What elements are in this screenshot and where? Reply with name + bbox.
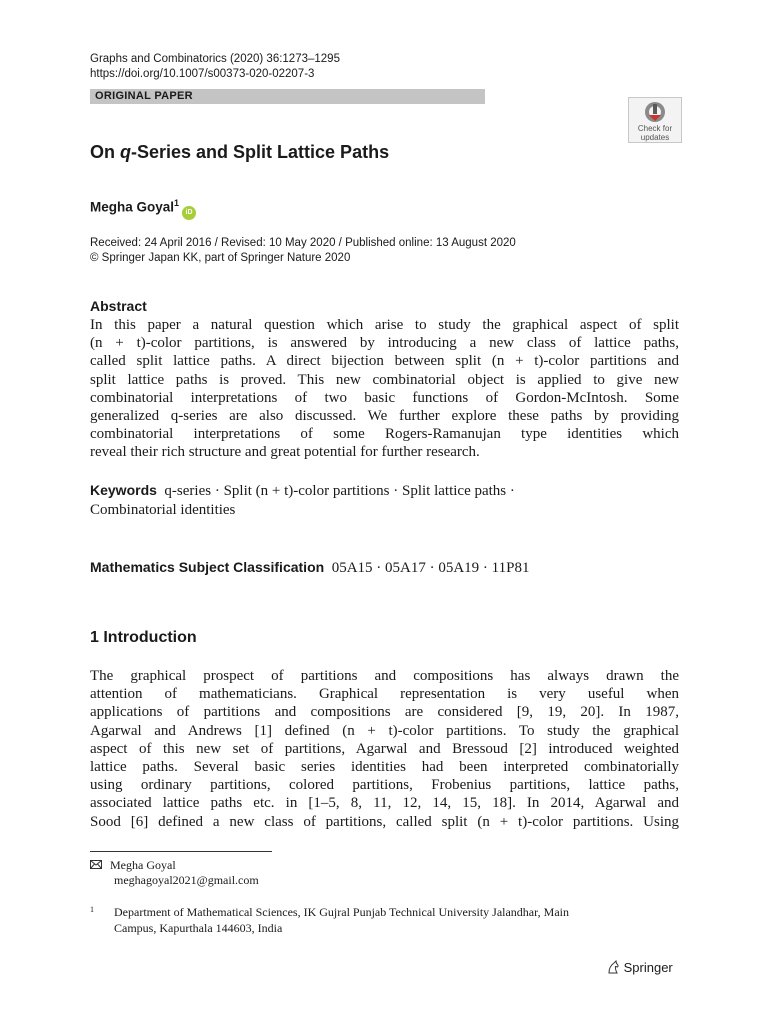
section-heading-introduction: 1 Introduction <box>90 629 197 646</box>
intro-line: aspect of this new set of partitions, Agarwal and Bressoud [2] introduced weighted <box>90 740 679 757</box>
msc-block <box>90 558 529 578</box>
dates-line: Received: 24 April 2016 / Revised: 10 May 2020 / Published online: 13 August 2020 <box>90 237 516 249</box>
author-affil-mark: 1 <box>174 198 180 208</box>
keywords-block <box>90 481 679 520</box>
keywords-label: Keywords <box>90 482 157 498</box>
footnote-author-name: Megha Goyal <box>110 858 176 872</box>
abstract-line: split lattice paths is proved. This new combinatorial object is applied to give new <box>90 371 679 388</box>
abstract-line: In this paper a natural question which arise to study the graphical aspect of split <box>90 317 679 333</box>
intro-line: Sood [6] defined a new class of partitions, called split (n + t)-color partitions. Using <box>90 813 679 830</box>
introduction-body <box>90 667 679 831</box>
intro-line: lattice paths. Several basic series identities had been interpreted combinatorially <box>90 759 679 776</box>
abstract-line: combinatorial interpretations of some Rogers-Ramanujan type identities which <box>90 426 679 443</box>
journal-header <box>90 52 340 82</box>
orcid-icon[interactable]: iD <box>182 206 196 220</box>
publisher-logo <box>606 960 673 976</box>
author-line <box>90 194 196 220</box>
affil-line-2: Campus, Kapurthala 144603, India <box>114 920 283 935</box>
abstract-line: (n + t)-color partitions, is answered by introducing a new class of lattice paths, <box>90 335 679 352</box>
corresponding-author-footnote <box>90 858 259 888</box>
envelope-icon <box>90 858 104 873</box>
keywords-line-2: Combinatorial identities <box>90 502 236 518</box>
badge-label: ORIGINAL PAPER <box>95 90 193 102</box>
article-title: On q-Series and Split Lattice Paths <box>90 142 390 162</box>
publication-dates <box>90 236 516 266</box>
abstract-line: reveal their rich structure and great potential for further research. <box>90 444 480 461</box>
author-name[interactable]: Megha Goyal <box>90 199 175 215</box>
intro-line: attention of mathematicians. Graphical representation is very useful when <box>90 686 679 703</box>
abstract-heading: Abstract <box>90 298 147 314</box>
intro-line: using ordinary partitions, colored partitions, Frobenius partitions, lattice paths, <box>90 777 679 794</box>
springer-horse-icon <box>606 960 620 974</box>
footnote-divider <box>90 851 272 852</box>
abstract-body <box>90 316 679 462</box>
crossmark-label-2: updates <box>640 133 670 142</box>
doi-link[interactable]: https://doi.org/10.1007/s00373-020-02207-3 <box>90 68 315 80</box>
intro-line: Agarwal and Andrews [1] defined (n + t)-color partitions. To study the graphical <box>90 722 679 739</box>
affil-number: 1 <box>90 905 94 914</box>
msc-codes: 05A15 · 05A17 · 05A19 · 11P81 <box>331 560 530 576</box>
publisher-name: Springer <box>623 960 673 975</box>
intro-line: applications of partitions and compositions are considered [9, 19, 20]. In 1987, <box>90 704 679 721</box>
article-type-badge <box>90 89 485 104</box>
abstract-line: combinatorial interpretations of two basic functions of Gordon-McIntosh. Some <box>90 389 679 406</box>
keywords-line-1: q-series · Split (n + t)-color partitions · Split lattice paths · <box>164 483 515 499</box>
msc-label: Mathematics Subject Classification <box>90 559 325 575</box>
intro-line: associated lattice paths etc. in [1–5, 8, 11, 12, 14, 15, 18]. In 2014, Agarwal and <box>90 795 679 812</box>
copyright-line: © Springer Japan KK, part of Springer Nature 2020 <box>90 252 351 264</box>
crossmark-icon <box>644 101 666 123</box>
abstract-line: generalized q-series are also discussed. We further explore these paths by providing <box>90 408 679 425</box>
journal-citation: Graphs and Combinatorics (2020) 36:1273–1295 <box>90 53 340 65</box>
affil-line-1: Department of Mathematical Sciences, IK Gujral Punjab Technical University Jalandhar, Main <box>114 905 569 919</box>
author-email-link[interactable]: meghagoyal2021@gmail.com <box>114 873 259 887</box>
abstract-line: called split lattice paths. A direct bijection between split (n + t)-color partitions and <box>90 353 679 370</box>
intro-line: The graphical prospect of partitions and compositions has always drawn the <box>90 668 679 684</box>
affiliation-footnote <box>90 902 569 936</box>
crossmark-label-1: Check for <box>637 124 673 133</box>
check-for-updates-button[interactable] <box>628 97 682 143</box>
